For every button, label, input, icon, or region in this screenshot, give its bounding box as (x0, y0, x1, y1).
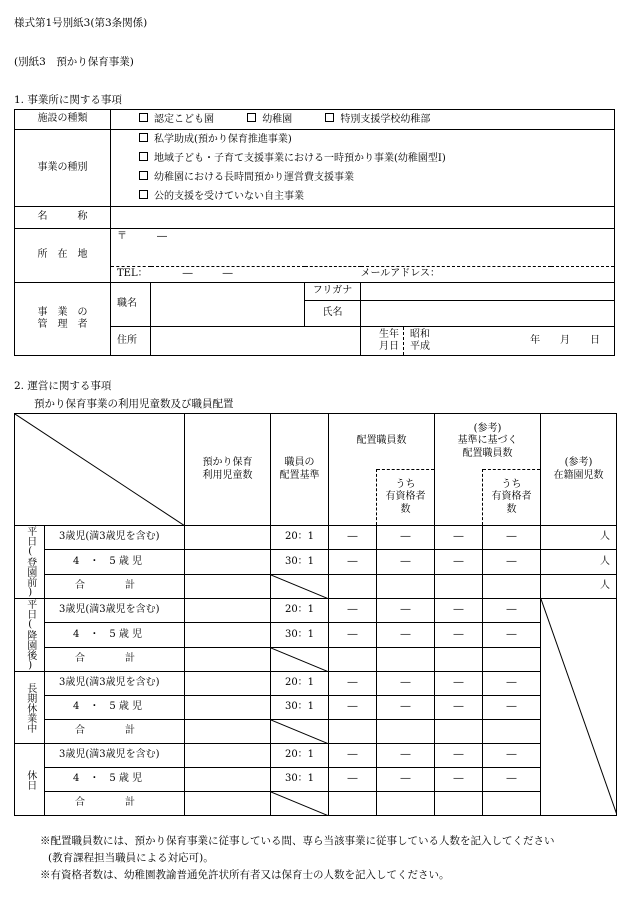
ref-qualified-header: うち 有資格者 数 (483, 470, 541, 526)
dash: ― (483, 768, 541, 792)
enrolled-slash (541, 599, 617, 816)
dash: ― (377, 526, 435, 550)
dash: ― (435, 526, 483, 550)
job-title-label: 職名 (111, 283, 151, 327)
children-input[interactable] (185, 720, 271, 744)
blank-cell (329, 574, 377, 598)
business-type-options (111, 130, 615, 207)
ratio-slash (271, 574, 329, 598)
job-title-field[interactable] (151, 283, 305, 327)
dash: ― (483, 672, 541, 696)
row-45yo: 4 ・ 5 歳 児 (45, 623, 185, 647)
group-weekday-after: 平日(降園後) (15, 599, 45, 672)
checkbox-icon[interactable] (139, 171, 148, 180)
address-label: 所 在 地 (15, 229, 111, 283)
furigana-label: フリガナ (305, 283, 361, 301)
dash: ― (329, 599, 377, 623)
ratio-slash (271, 720, 329, 744)
ratio-value: 20：1 (271, 526, 329, 550)
note-1: ※配置職員数には、預かり保育事業に従事している間、専ら当該事業に従事している人数を記入してください (40, 835, 555, 847)
facility-checkbox-1[interactable]: 認定こども園 (139, 114, 214, 125)
checkbox-icon[interactable] (139, 190, 148, 199)
children-input[interactable] (185, 599, 271, 623)
note-2: ※有資格者数は、幼稚園教諭普通免許状所有者又は保育士の人数を記入してください。 (40, 868, 450, 881)
business-checkbox-4[interactable]: 公的支援を受けていない自主事業 (139, 187, 614, 206)
ratio-header: 職員の 配置基準 (271, 414, 329, 526)
dash: ― (329, 623, 377, 647)
checkbox-icon[interactable] (325, 113, 334, 122)
dash: ― (377, 623, 435, 647)
business-checkbox-2[interactable]: 地域子ども・子育て支援事業における一時預かり事業(幼稚園型Ⅰ) (139, 149, 614, 168)
person-unit: 人 (541, 550, 617, 574)
dash: ― (483, 744, 541, 768)
dash: ― (435, 768, 483, 792)
ref-staff-header: (参考) 基準に基づく 配置職員数 (435, 414, 541, 470)
row-total: 合 計 (45, 574, 185, 598)
business-info-table (14, 109, 615, 356)
blank-cell (377, 792, 435, 816)
blank-cell (435, 792, 483, 816)
ratio-value: 30：1 (271, 696, 329, 720)
blank-cell (483, 792, 541, 816)
blank-cell (377, 574, 435, 598)
checkbox-icon[interactable] (139, 133, 148, 142)
dash: ― (435, 696, 483, 720)
row-3yo: 3歳児(満3歳児を含む) (45, 672, 185, 696)
staff-qualified-header: うち 有資格者 数 (377, 470, 435, 526)
row-3yo: 3歳児(満3歳児を含む) (45, 744, 185, 768)
era-label: 昭和 平成 (410, 328, 430, 352)
postal-field[interactable]: 〒 ― (111, 229, 615, 267)
blank-cell (329, 792, 377, 816)
staff-header: 配置職員数 (329, 414, 435, 470)
row-45yo: 4 ・ 5 歳 児 (45, 768, 185, 792)
children-input[interactable] (185, 744, 271, 768)
group-holiday: 休日 (15, 744, 45, 816)
person-unit: 人 (541, 526, 617, 550)
children-input[interactable] (185, 623, 271, 647)
blank-cell (329, 720, 377, 744)
attachment-title: (別紙3 預かり保育事業) (14, 56, 134, 68)
row-45yo: 4 ・ 5 歳 児 (45, 550, 185, 574)
footnotes (40, 833, 625, 883)
birthdate-field[interactable]: 年 月 日 (530, 334, 601, 346)
dash: ― (329, 526, 377, 550)
ratio-slash (271, 792, 329, 816)
blank-cell (435, 647, 483, 671)
diagonal-line (15, 414, 185, 526)
checkbox-icon[interactable] (139, 113, 148, 122)
name-label: 名 称 (15, 207, 111, 229)
dash: ― (329, 550, 377, 574)
dash: ― (483, 696, 541, 720)
blank-cell (435, 574, 483, 598)
dash: ― (483, 526, 541, 550)
manager-name-field[interactable] (361, 301, 615, 327)
children-input[interactable] (185, 696, 271, 720)
ratio-value: 20：1 (271, 599, 329, 623)
blank-cell (435, 720, 483, 744)
children-input[interactable] (185, 526, 271, 550)
dash: ― (483, 550, 541, 574)
dash: ― (329, 696, 377, 720)
blank-cell (377, 647, 435, 671)
ratio-value: 30：1 (271, 550, 329, 574)
facility-type-options (111, 110, 615, 130)
row-3yo: 3歳児(満3歳児を含む) (45, 526, 185, 550)
row-total: 合 計 (45, 792, 185, 816)
dash: ― (483, 623, 541, 647)
dash: ― (377, 768, 435, 792)
ratio-value: 20：1 (271, 672, 329, 696)
dash: ― (435, 623, 483, 647)
birthdate-label: 生年 月日 (361, 327, 404, 355)
name-field[interactable] (111, 207, 615, 229)
section2-title: 2. 運営に関する事項 (14, 380, 112, 392)
dash: ― (329, 672, 377, 696)
blank-cell (483, 720, 541, 744)
staff-blank (329, 470, 377, 526)
blank-cell (483, 574, 541, 598)
dash: ― (377, 696, 435, 720)
children-input[interactable] (185, 550, 271, 574)
email-field[interactable]: メールアドレス： (361, 267, 615, 283)
dash: ― (329, 768, 377, 792)
section1-title: 1. 事業所に関する事項 (14, 94, 122, 106)
dash: ― (377, 672, 435, 696)
corner-cell (15, 414, 185, 526)
ratio-value: 30：1 (271, 623, 329, 647)
dash: ― (377, 550, 435, 574)
manager-address-field[interactable] (151, 327, 361, 356)
tel-field[interactable]: TEL： ― ― (111, 267, 361, 283)
dash: ― (377, 744, 435, 768)
row-3yo: 3歳児(満3歳児を含む) (45, 599, 185, 623)
children-count-header: 預かり保育 利用児童数 (185, 414, 271, 526)
ref-blank (435, 470, 483, 526)
ratio-value: 30：1 (271, 768, 329, 792)
business-type-label: 事業の種別 (15, 130, 111, 207)
staffing-table (14, 413, 617, 816)
note-1-cont: (教育課程担当職員による対応可)。 (48, 851, 214, 864)
business-checkbox-1[interactable]: 私学助成(預かり保育推進事業) (139, 130, 614, 149)
dash: ― (377, 599, 435, 623)
row-45yo: 4 ・ 5 歳 児 (45, 696, 185, 720)
facility-checkbox-3[interactable]: 特別支援学校幼稚部 (325, 114, 430, 125)
row-total: 合 計 (45, 720, 185, 744)
dash: ― (435, 599, 483, 623)
enrolled-header: (参考) 在籍園児数 (541, 414, 617, 526)
row-total: 合 計 (45, 647, 185, 671)
dash: ― (435, 744, 483, 768)
group-weekday-before: 平日(登園前) (15, 526, 45, 599)
dash: ― (329, 744, 377, 768)
birthdate-cell (361, 327, 615, 356)
children-input[interactable] (185, 672, 271, 696)
form-number: 様式第1号別紙3(第3条関係) (14, 17, 148, 29)
checkbox-icon[interactable] (247, 113, 256, 122)
facility-checkbox-2[interactable]: 幼稚園 (247, 114, 292, 125)
manager-address-label: 住所 (111, 327, 151, 356)
blank-cell (329, 647, 377, 671)
ratio-slash (271, 647, 329, 671)
checkbox-icon[interactable] (139, 152, 148, 161)
dash: ― (483, 599, 541, 623)
section2-subtitle: 預かり保育事業の利用児童数及び職員配置 (34, 398, 234, 410)
dash: ― (435, 672, 483, 696)
group-long-vacation: 長期休業中 (15, 672, 45, 744)
children-input[interactable] (185, 768, 271, 792)
manager-label: 事 業 の 管 理 者 (15, 283, 111, 356)
blank-cell (377, 720, 435, 744)
person-unit: 人 (541, 574, 617, 598)
furigana-field[interactable] (361, 283, 615, 301)
blank-cell (483, 647, 541, 671)
business-checkbox-3[interactable]: 幼稚園における長時間預かり運営費支援事業 (139, 168, 614, 187)
facility-type-label: 施設の種類 (15, 110, 111, 130)
children-input[interactable] (185, 647, 271, 671)
children-input[interactable] (185, 792, 271, 816)
children-input[interactable] (185, 574, 271, 598)
dash: ― (435, 550, 483, 574)
ratio-value: 20：1 (271, 744, 329, 768)
manager-name-label: 氏名 (305, 301, 361, 327)
